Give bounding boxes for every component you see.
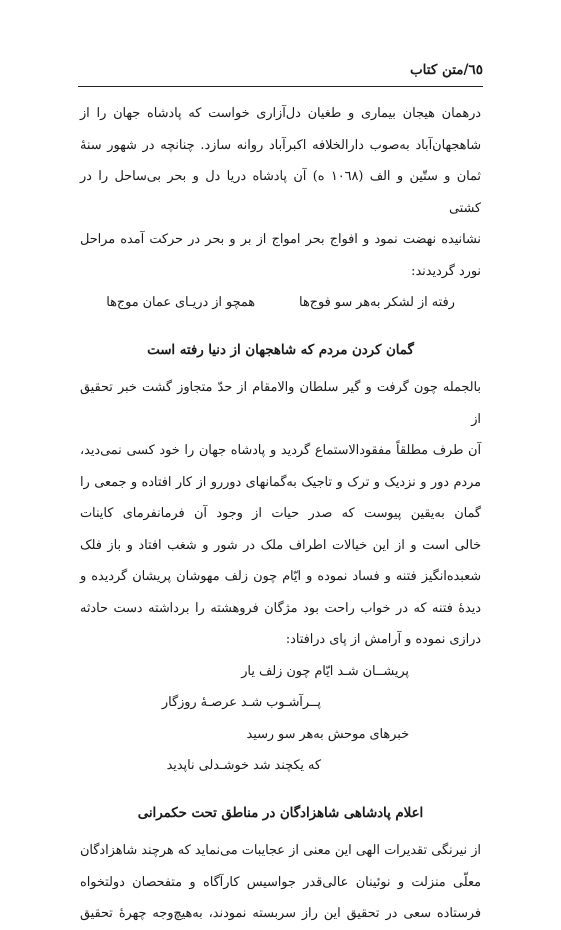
paragraph-2 [80, 372, 481, 656]
verse-line: پریشــان شـد ایّام چون زلف یار [241, 663, 409, 679]
paragraph-line: شعبده‌انگیز فتنه و فساد نموده و ایّام چون زلف مهوشان پریشان گردیده و [80, 569, 481, 584]
running-header [78, 62, 483, 87]
paragraph-line: درازی نموده و آرامش از پای درافتاد: [285, 632, 481, 647]
paragraph-line: معلّی منزلت و نوئینان عالی‌قدر جواسیس کارآگاه و متفحصان دولتخواه [80, 874, 481, 890]
paragraph-line: دیدهٔ فتنه که در خواب راحت بود مژگان فروهشته را برداشته دست حادثه [80, 600, 481, 616]
page-number-label: ٦٥/متن کتاب [409, 62, 483, 78]
paragraph-line: ثمان و ستّین و الف (١٠٦٨ ه) آن پادشاه دریا دل و بحر بی‌ساحل را در کشتی [80, 169, 481, 216]
verse-line: پــرآشـوب شـد عرصـهٔ روزگار [161, 695, 321, 710]
section-heading: گمان کردن مردم که شاهجهان از دنیا رفته است [147, 342, 414, 358]
paragraph-line: نشانیده نهضت نمود و افواج بحر امواج از بر و بحر در حرکت آمده مراحل [80, 232, 481, 247]
paragraph-3 [80, 835, 481, 930]
verse-block [80, 656, 481, 782]
paragraph-line: شاهجهان‌آباد به‌صوب دارالخلافه اکبرآباد روانه سازد. چنانچه در شهور سنهٔ [80, 137, 481, 153]
paragraph-line: بالجمله چون گرفت و گیر سلطان والامقام از حدّ متجاوز گشت خبر تحقیق از [80, 380, 481, 427]
paragraph-line: نورد گردیدند: [411, 263, 481, 279]
verse-line: که یکچند شد خوشـدلی ناپدید [166, 758, 321, 773]
section-heading: اعلام پادشاهی شاهزادگان در مناطق تحت حکمرانی [137, 805, 424, 821]
verse-couplet [80, 287, 481, 319]
paragraph-line: آن طرف مطلقاً مفقودالاستماع گردید و پادشاه جهان را خود کسی نمی‌دید، [80, 443, 481, 458]
paragraph-line: خالی است و از این خیالات اطراف ملک در شور و شغب افتاد و باز فلک [80, 537, 481, 553]
paragraph-line: درهمان هیجان بیماری و طغیان دل‌آزاری خواست که پادشاه جهان را از [80, 106, 481, 121]
paragraph-line: مردم دور و نزدیک و ترک و تاجیک به‌گمانهای دوررو از کار افتاده و جمعی را [80, 474, 481, 490]
paragraph-line: فرستاده سعی در تحقیق این راز سربسته نمودند، به‌هیچ‌وجه چهرهٔ تحقیق [80, 906, 481, 921]
paragraph-1 [80, 98, 481, 287]
verse-line: خبرهای موحش به‌هر سو رسید [246, 726, 409, 742]
hemistich-left: همچو از دریـای عمان موج‌ها [106, 295, 256, 310]
paragraph-line: گمان به‌یقین پیوست که صدر حیات از وجود آن فرمانفرمای کاینات [80, 506, 481, 521]
hemistich-right: رفته از لشکر به‌هر سو فوج‌ها [299, 295, 455, 310]
page-body [80, 98, 481, 930]
paragraph-line: از نیرنگی تقدیرات الهی این معنی از عجایبات می‌نماید که هرچند شاهزادگان [80, 843, 481, 858]
